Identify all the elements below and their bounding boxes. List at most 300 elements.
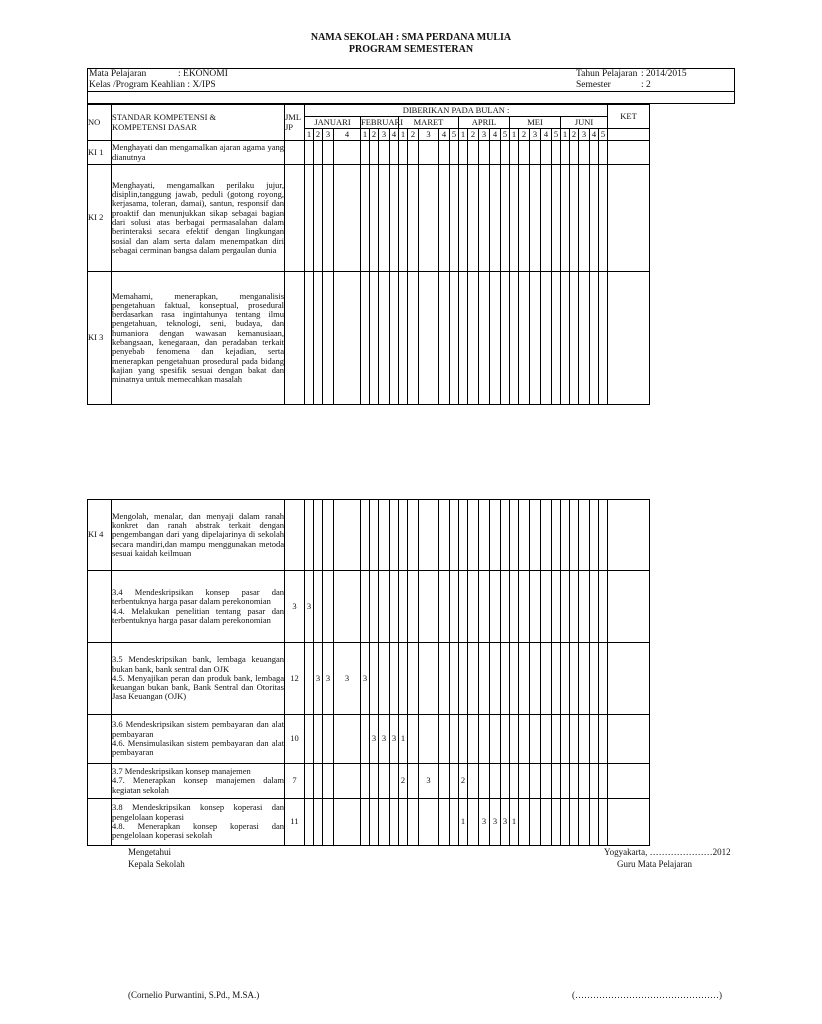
- week-allocation-cell: [530, 141, 541, 165]
- principal-label: Kepala Sekolah: [128, 859, 185, 869]
- week-allocation-cell: [370, 141, 379, 165]
- week-allocation-cell: [361, 571, 370, 643]
- week-allocation-cell: [541, 643, 552, 715]
- week-allocation-cell: [468, 165, 479, 272]
- week-allocation-cell: 3: [490, 799, 501, 846]
- week-allocation-cell: [439, 165, 450, 272]
- week-allocation-cell: [479, 165, 490, 272]
- week-number-april-1: 1: [459, 129, 468, 141]
- competency-number: [88, 571, 112, 643]
- week-allocation-cell: [468, 643, 479, 715]
- ket-cell: [608, 643, 650, 715]
- week-allocation-cell: 2: [399, 764, 408, 799]
- week-allocation-cell: [305, 141, 314, 165]
- week-allocation-cell: [305, 500, 314, 571]
- week-allocation-cell: [419, 141, 439, 165]
- week-allocation-cell: [361, 764, 370, 799]
- week-allocation-cell: [590, 571, 599, 643]
- table-row: [88, 715, 650, 764]
- ket-cell: [608, 165, 650, 272]
- week-allocation-cell: [459, 500, 468, 571]
- week-allocation-cell: [370, 799, 379, 846]
- subject-value: : EKONOMI: [178, 69, 228, 79]
- week-allocation-cell: [468, 141, 479, 165]
- week-allocation-cell: [552, 643, 561, 715]
- jml-jp-value: 3: [285, 571, 305, 643]
- week-allocation-cell: [599, 571, 608, 643]
- week-allocation-cell: [323, 272, 334, 405]
- week-number-maret-3: 3: [419, 129, 439, 141]
- column-header-standard: STANDAR KOMPETENSI & KOMPETENSI DASAR: [112, 105, 285, 141]
- week-allocation-cell: [323, 141, 334, 165]
- week-allocation-cell: [408, 799, 419, 846]
- week-allocation-cell: [468, 500, 479, 571]
- week-allocation-cell: [390, 799, 399, 846]
- week-allocation-cell: [479, 571, 490, 643]
- week-allocation-cell: [501, 500, 510, 571]
- week-allocation-cell: [501, 715, 510, 764]
- week-allocation-cell: [408, 165, 419, 272]
- week-allocation-cell: [590, 141, 599, 165]
- week-allocation-cell: [408, 500, 419, 571]
- week-allocation-cell: [419, 272, 439, 405]
- week-allocation-cell: [439, 715, 450, 764]
- week-allocation-cell: [579, 643, 590, 715]
- column-header-ket: KET: [608, 105, 650, 129]
- jml-jp-value: [285, 272, 305, 405]
- week-allocation-cell: [490, 141, 501, 165]
- week-allocation-cell: [519, 165, 530, 272]
- week-allocation-cell: [323, 715, 334, 764]
- jml-jp-value: [285, 500, 305, 571]
- week-allocation-cell: [334, 500, 361, 571]
- competency-number: KI 2: [88, 165, 112, 272]
- week-allocation-cell: 3: [501, 799, 510, 846]
- week-allocation-cell: [379, 165, 390, 272]
- week-number-januari-1: 1: [305, 129, 314, 141]
- competency-number: [88, 764, 112, 799]
- week-allocation-cell: 3: [314, 643, 323, 715]
- week-allocation-cell: [530, 799, 541, 846]
- week-number-maret-2: 2: [408, 129, 419, 141]
- week-allocation-cell: [510, 165, 519, 272]
- week-allocation-cell: [501, 165, 510, 272]
- week-allocation-cell: [408, 272, 419, 405]
- week-allocation-cell: [552, 764, 561, 799]
- week-allocation-cell: [390, 141, 399, 165]
- week-allocation-cell: [490, 715, 501, 764]
- week-number-januari-3: 3: [323, 129, 334, 141]
- week-allocation-cell: [450, 141, 459, 165]
- week-allocation-cell: [450, 165, 459, 272]
- week-allocation-cell: [552, 799, 561, 846]
- week-allocation-cell: [408, 764, 419, 799]
- week-allocation-cell: [361, 272, 370, 405]
- week-allocation-cell: [450, 571, 459, 643]
- week-allocation-cell: [561, 764, 570, 799]
- ket-cell: [608, 500, 650, 571]
- week-allocation-cell: 3: [419, 764, 439, 799]
- week-allocation-cell: [570, 571, 579, 643]
- week-allocation-cell: [599, 272, 608, 405]
- week-allocation-cell: [419, 500, 439, 571]
- week-allocation-cell: [510, 571, 519, 643]
- week-allocation-cell: [379, 500, 390, 571]
- teacher-name-placeholder: (…………………………………………): [572, 990, 722, 1000]
- week-allocation-cell: [419, 643, 439, 715]
- week-allocation-cell: [439, 799, 450, 846]
- week-allocation-cell: [314, 272, 323, 405]
- week-allocation-cell: [450, 764, 459, 799]
- competency-description: 3.6 Mendeskripsikan sistem pembayaran dan alat pembayaran 4.6. Mensimulasikan sistem pembayaran dan alat pembayaran: [112, 715, 285, 764]
- week-allocation-cell: [599, 643, 608, 715]
- week-allocation-cell: [561, 141, 570, 165]
- week-allocation-cell: [390, 272, 399, 405]
- week-allocation-cell: [468, 764, 479, 799]
- week-allocation-cell: [370, 643, 379, 715]
- week-allocation-cell: [590, 165, 599, 272]
- week-allocation-cell: [501, 272, 510, 405]
- week-number-januari-4: 4: [334, 129, 361, 141]
- week-allocation-cell: [468, 571, 479, 643]
- week-allocation-cell: [519, 715, 530, 764]
- week-allocation-cell: 3: [479, 799, 490, 846]
- week-allocation-cell: [361, 141, 370, 165]
- week-number-april-4: 4: [490, 129, 501, 141]
- week-allocation-cell: [361, 715, 370, 764]
- week-allocation-cell: [570, 764, 579, 799]
- week-allocation-cell: [479, 272, 490, 405]
- competency-number: KI 3: [88, 272, 112, 405]
- week-number-februari-1: 1: [361, 129, 370, 141]
- week-number-juni-1: 1: [561, 129, 570, 141]
- week-allocation-cell: [552, 272, 561, 405]
- week-allocation-cell: [541, 272, 552, 405]
- week-allocation-cell: [490, 165, 501, 272]
- week-allocation-cell: [561, 571, 570, 643]
- week-allocation-cell: [305, 764, 314, 799]
- competency-number: [88, 715, 112, 764]
- week-allocation-cell: [370, 571, 379, 643]
- table-row: [88, 764, 650, 799]
- week-allocation-cell: [439, 272, 450, 405]
- week-allocation-cell: [450, 272, 459, 405]
- week-allocation-cell: [314, 799, 323, 846]
- week-allocation-cell: [541, 799, 552, 846]
- week-allocation-cell: [450, 799, 459, 846]
- principal-name: (Cornelio Purwantini, S.Pd., M.SA.): [128, 990, 260, 1000]
- week-allocation-cell: [479, 141, 490, 165]
- jml-jp-value: [285, 165, 305, 272]
- week-number-mei-5: 5: [552, 129, 561, 141]
- week-number-februari-3: 3: [379, 129, 390, 141]
- week-allocation-cell: [450, 500, 459, 571]
- week-allocation-cell: [561, 715, 570, 764]
- competency-description: Menghayati, mengamalkan perilaku jujur, disiplin,tanggung jawab, peduli (gotong royong, kerjasama, toleran, damai), santun, responsif dan proaktif dan menunjukkan sikap sebagai bagian dari solusi atas berbagai permasalahan dalam berinteraksi secara efektif dengan lingkungan sosial dan alam serta dalam menempatkan diri sebagai cerminan bangsa dalam pergaulan dunia: [112, 165, 285, 272]
- week-allocation-cell: [570, 799, 579, 846]
- ket-cell: [608, 764, 650, 799]
- week-number-juni-3: 3: [579, 129, 590, 141]
- week-allocation-cell: [370, 500, 379, 571]
- week-allocation-cell: [530, 571, 541, 643]
- week-allocation-cell: [479, 500, 490, 571]
- jml-jp-value: 12: [285, 643, 305, 715]
- ket-cell: [608, 141, 650, 165]
- week-allocation-cell: [390, 500, 399, 571]
- week-allocation-cell: [519, 141, 530, 165]
- column-header-no: NO: [88, 105, 112, 141]
- school-name-title: NAMA SEKOLAH : SMA PERDANA MULIA: [310, 32, 512, 43]
- competency-number: [88, 643, 112, 715]
- table-row: [88, 571, 650, 643]
- week-allocation-cell: [530, 272, 541, 405]
- week-allocation-cell: [599, 799, 608, 846]
- week-number-april-2: 2: [468, 129, 479, 141]
- week-number-maret-1: 1: [399, 129, 408, 141]
- month-header-januari: JANUARI: [305, 117, 361, 129]
- week-allocation-cell: [390, 764, 399, 799]
- week-allocation-cell: [590, 272, 599, 405]
- week-allocation-cell: [439, 141, 450, 165]
- week-number-maret-5: 5: [450, 129, 459, 141]
- week-allocation-cell: [579, 165, 590, 272]
- week-allocation-cell: 3: [379, 715, 390, 764]
- week-allocation-cell: [468, 799, 479, 846]
- year-value: : 2014/2015: [641, 69, 687, 79]
- week-allocation-cell: [334, 165, 361, 272]
- week-allocation-cell: [305, 643, 314, 715]
- ket-header-cell: [608, 129, 650, 141]
- week-allocation-cell: [579, 764, 590, 799]
- week-allocation-cell: [408, 643, 419, 715]
- week-number-maret-4: 4: [439, 129, 450, 141]
- competency-description: 3.4 Mendeskripsikan konsep pasar dan terbentuknya harga pasar dalam perekonomian 4.4. Melakukan penelitian tentang pasar dan terbentuknya harga pasar dalam perekonomian: [112, 571, 285, 643]
- week-allocation-cell: [570, 643, 579, 715]
- week-allocation-cell: [379, 643, 390, 715]
- week-allocation-cell: 3: [390, 715, 399, 764]
- week-allocation-cell: [379, 272, 390, 405]
- week-allocation-cell: [408, 715, 419, 764]
- week-allocation-cell: [541, 571, 552, 643]
- week-allocation-cell: [323, 165, 334, 272]
- week-allocation-cell: [490, 764, 501, 799]
- week-allocation-cell: [439, 500, 450, 571]
- week-allocation-cell: [501, 141, 510, 165]
- week-allocation-cell: [419, 165, 439, 272]
- week-allocation-cell: [570, 500, 579, 571]
- table-row: [88, 141, 650, 165]
- week-allocation-cell: [399, 165, 408, 272]
- competency-number: [88, 799, 112, 846]
- week-allocation-cell: [599, 500, 608, 571]
- week-allocation-cell: [590, 799, 599, 846]
- table-row: [88, 799, 650, 846]
- week-allocation-cell: [379, 799, 390, 846]
- week-allocation-cell: [399, 571, 408, 643]
- table-row: [88, 272, 650, 405]
- week-allocation-cell: [590, 764, 599, 799]
- ket-cell: [608, 272, 650, 405]
- document-title: PROGRAM SEMESTERAN: [348, 44, 474, 55]
- header-info-box: [87, 68, 735, 92]
- week-allocation-cell: [501, 764, 510, 799]
- week-allocation-cell: [490, 643, 501, 715]
- week-number-februari-4: 4: [390, 129, 399, 141]
- week-allocation-cell: [408, 571, 419, 643]
- week-number-april-5: 5: [501, 129, 510, 141]
- week-allocation-cell: [450, 643, 459, 715]
- year-label: Tahun Pelajaran: [576, 69, 638, 79]
- competency-description: Memahami, menerapkan, menganalisis pengetahuan faktual, konseptual, prosedural berdasarkan rasa ingintahunya tentang ilmu pengetahuan, teknologi, seni, budaya, dan humaniora dengan wawasan kemanusiaan, kebangsaan, kenegaraan, dan peradaban terkait penyebab fenomena dan kejadian, serta menerapkan pengetahuan prosedural pada bidang kajian yang spesifik sesuai dengan bakat dan minatnya untuk memecahkan masalah: [112, 272, 285, 405]
- week-allocation-cell: [370, 764, 379, 799]
- week-allocation-cell: [510, 643, 519, 715]
- week-allocation-cell: [450, 715, 459, 764]
- week-allocation-cell: [390, 165, 399, 272]
- week-allocation-cell: [579, 571, 590, 643]
- week-allocation-cell: [479, 715, 490, 764]
- week-allocation-cell: [561, 272, 570, 405]
- week-allocation-cell: [579, 272, 590, 405]
- week-allocation-cell: [468, 715, 479, 764]
- week-allocation-cell: [599, 715, 608, 764]
- week-allocation-cell: [334, 141, 361, 165]
- month-header-februari: FEBRUARI: [361, 116, 404, 127]
- week-allocation-cell: [379, 571, 390, 643]
- month-header-mei: MEI: [510, 117, 561, 129]
- week-allocation-cell: [590, 715, 599, 764]
- column-header-jml-jp: JML JP: [285, 105, 305, 141]
- week-allocation-cell: [459, 141, 468, 165]
- week-allocation-cell: [530, 764, 541, 799]
- week-allocation-cell: [519, 764, 530, 799]
- week-allocation-cell: [561, 799, 570, 846]
- week-allocation-cell: [361, 799, 370, 846]
- week-allocation-cell: [305, 799, 314, 846]
- week-allocation-cell: [361, 165, 370, 272]
- week-allocation-cell: [314, 141, 323, 165]
- week-allocation-cell: [519, 643, 530, 715]
- week-allocation-cell: [530, 165, 541, 272]
- week-allocation-cell: [519, 500, 530, 571]
- competency-description: 3.7 Mendeskripsikan konsep manajemen 4.7. Menerapkan konsep manajemen dalam kegiatan sekolah: [112, 764, 285, 799]
- week-allocation-cell: [334, 764, 361, 799]
- week-allocation-cell: [314, 500, 323, 571]
- week-allocation-cell: [519, 799, 530, 846]
- week-allocation-cell: [541, 165, 552, 272]
- week-allocation-cell: [590, 643, 599, 715]
- week-allocation-cell: [552, 571, 561, 643]
- week-allocation-cell: [379, 764, 390, 799]
- week-allocation-cell: [399, 500, 408, 571]
- week-number-juni-5: 5: [599, 129, 608, 141]
- week-allocation-cell: [501, 643, 510, 715]
- week-number-mei-1: 1: [510, 129, 519, 141]
- week-allocation-cell: 3: [323, 643, 334, 715]
- semester-program-table-page2: [87, 499, 650, 846]
- column-header-given-months: DIBERIKAN PADA BULAN :: [305, 105, 608, 117]
- table-row: [88, 500, 650, 571]
- week-allocation-cell: [468, 272, 479, 405]
- week-allocation-cell: [579, 799, 590, 846]
- week-allocation-cell: [334, 715, 361, 764]
- week-allocation-cell: [510, 764, 519, 799]
- week-allocation-cell: [561, 643, 570, 715]
- week-allocation-cell: [541, 764, 552, 799]
- week-allocation-cell: 3: [370, 715, 379, 764]
- competency-description: Mengolah, menalar, dan menyaji dalam ranah konkret dan ranah abstrak terkait dengan pengembangan dari yang dipelajarinya di sekolah secara mandiri,dan mampu menggunakan metoda sesuai kaidah keilmuan: [112, 500, 285, 571]
- table-row: [88, 165, 650, 272]
- week-allocation-cell: [399, 141, 408, 165]
- week-allocation-cell: [408, 141, 419, 165]
- week-allocation-cell: 3: [305, 571, 314, 643]
- week-allocation-cell: [541, 500, 552, 571]
- semester-label: Semester: [576, 80, 611, 90]
- week-number-mei-3: 3: [530, 129, 541, 141]
- week-allocation-cell: [323, 571, 334, 643]
- week-number-mei-2: 2: [519, 129, 530, 141]
- week-allocation-cell: [390, 643, 399, 715]
- week-number-april-3: 3: [479, 129, 490, 141]
- week-allocation-cell: [510, 500, 519, 571]
- week-allocation-cell: [590, 500, 599, 571]
- jml-jp-value: [285, 141, 305, 165]
- week-allocation-cell: [361, 500, 370, 571]
- week-allocation-cell: [552, 141, 561, 165]
- header-spacer-row: [87, 92, 735, 104]
- week-allocation-cell: [530, 715, 541, 764]
- jml-jp-value: 7: [285, 764, 305, 799]
- teacher-label: Guru Mata Pelajaran: [617, 859, 692, 869]
- jml-jp-value: 10: [285, 715, 305, 764]
- week-allocation-cell: [439, 643, 450, 715]
- week-allocation-cell: [390, 571, 399, 643]
- week-allocation-cell: [399, 799, 408, 846]
- week-allocation-cell: [479, 764, 490, 799]
- class-label: Kelas /Program Keahlian : X/IPS: [89, 80, 216, 90]
- week-allocation-cell: [314, 571, 323, 643]
- competency-description: 3.5 Mendeskripsikan bank, lembaga keuangan bukan bank, bank sentral dan OJK 4.5. Menyajikan peran dan produk bank, lembaga keuangan bukan bank, Bank Sentral dan Otoritas Jasa Keuangan (OJK): [112, 643, 285, 715]
- week-number-juni-4: 4: [590, 129, 599, 141]
- week-allocation-cell: [419, 715, 439, 764]
- week-allocation-cell: [323, 764, 334, 799]
- week-allocation-cell: [599, 764, 608, 799]
- week-allocation-cell: [314, 764, 323, 799]
- week-allocation-cell: [541, 715, 552, 764]
- week-allocation-cell: [399, 272, 408, 405]
- week-allocation-cell: [459, 715, 468, 764]
- week-allocation-cell: [334, 799, 361, 846]
- week-allocation-cell: [490, 571, 501, 643]
- week-allocation-cell: 1: [510, 799, 519, 846]
- week-allocation-cell: 1: [459, 799, 468, 846]
- week-allocation-cell: [541, 141, 552, 165]
- week-allocation-cell: [459, 272, 468, 405]
- week-allocation-cell: 1: [399, 715, 408, 764]
- week-allocation-cell: [439, 571, 450, 643]
- week-allocation-cell: [379, 141, 390, 165]
- competency-number: KI 1: [88, 141, 112, 165]
- week-allocation-cell: [419, 571, 439, 643]
- week-allocation-cell: [579, 141, 590, 165]
- week-allocation-cell: [314, 165, 323, 272]
- week-allocation-cell: [570, 272, 579, 405]
- week-allocation-cell: [599, 141, 608, 165]
- week-allocation-cell: [334, 272, 361, 405]
- ket-cell: [608, 571, 650, 643]
- semester-value: : 2: [641, 80, 651, 90]
- week-allocation-cell: [314, 715, 323, 764]
- place-date-label: Yogyakarta, …………………2012: [604, 847, 731, 857]
